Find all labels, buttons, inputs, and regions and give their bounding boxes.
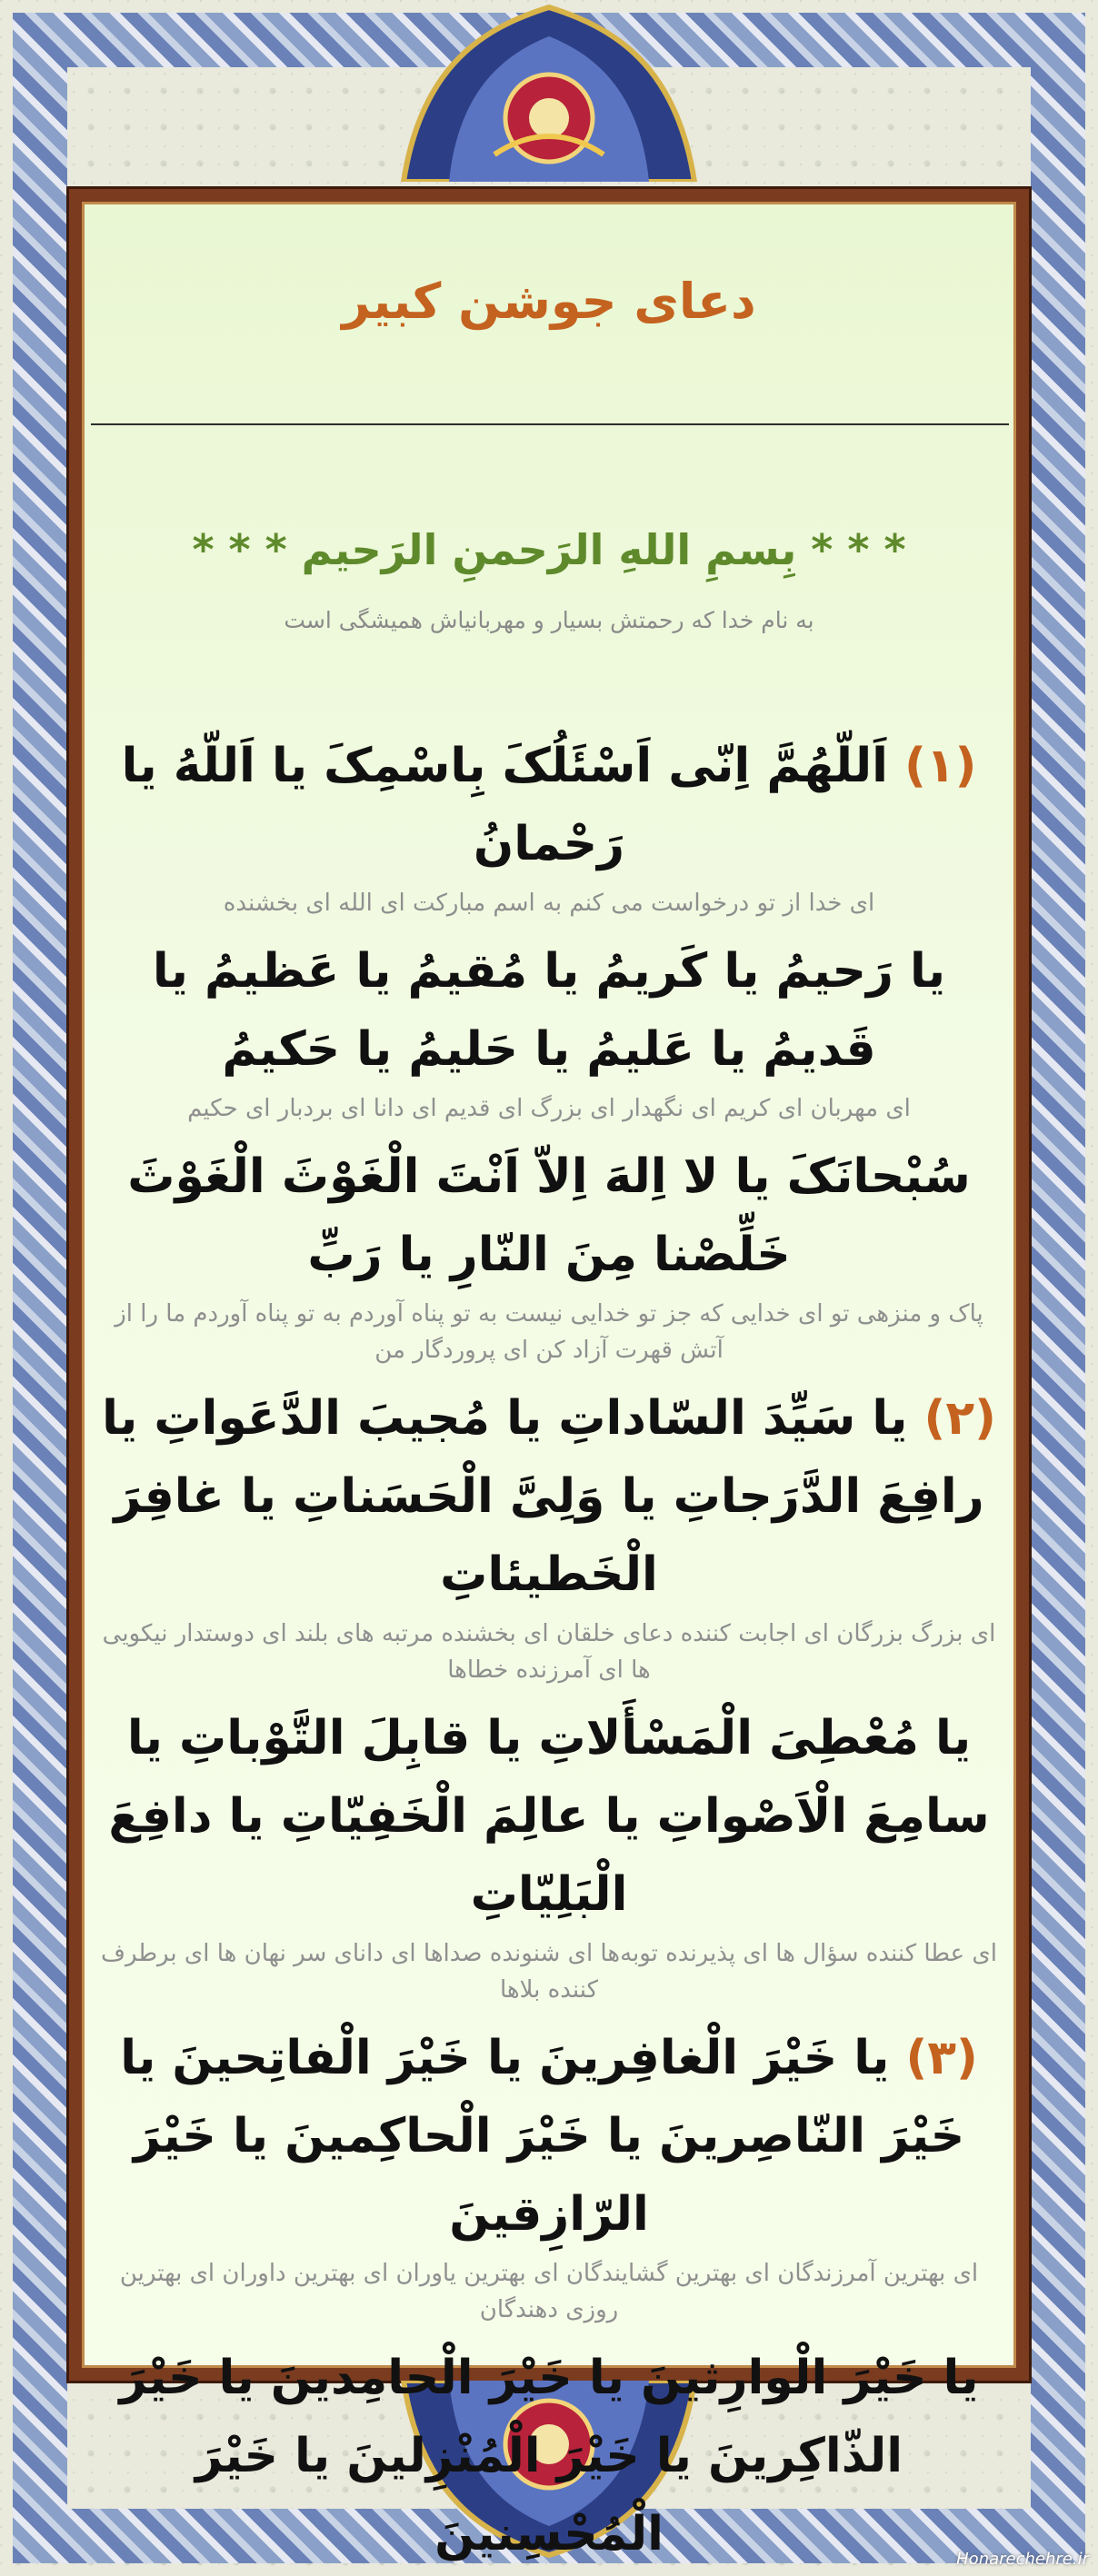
arabic-text: یا خَیْرَ الْوارِثینَ یا خَیْرَ الْحامِدینَ یا خَیْرَ الذّاکِرینَ یا خَیْرَ الْمُنْزِلینَ یا خَیْرَ الْمُحْسِنینَ (119, 2351, 979, 2561)
arabic-text: یا مُعْطِیَ الْمَسْأَلاتِ یا قابِلَ التَّوْباتِ یا سامِعَ الْاَصْواتِ یا عالِمَ الْخَفِیّاتِ یا دافِعَ الْبَلِیّاتِ (108, 1711, 990, 1922)
arabic-text: اَللّهُمَّ اِنّی اَسْئَلُکَ بِاسْمِکَ یا اَللّهُ یا رَحْمانُ (121, 739, 889, 871)
section-number: (۱) (904, 739, 977, 793)
arabic-verse (100, 1379, 998, 1614)
prayer-text (100, 727, 998, 2573)
persian-translation: ای بزرگ بزرگان ای اجابت کننده دعای خلقان ای بخشنده مرتبه های بلند ای دوستدار نیکویی ها ای آمرزنده خطاها (102, 1620, 996, 1684)
persian-translation: ای عطا کننده سؤال ها ای پذیرنده توبه‌ها ای شنونده صداها ای دانای سر نهان ها ای برطرف کننده بلاها (101, 1940, 997, 2004)
persian-translation: پاک و منزهی تو ای خدایی که جز تو خدایی نیست به تو پناه آوردم به تو پناه آوردم ما را از آتش قهرت آزاد کن ای پروردگار من (115, 1300, 983, 1364)
persian-translation: ای بهترین آمرزندگان ای بهترین گشایندگان ای بهترین یاوران ای بهترین داوران ای بهترین روزی دهندگان (119, 2260, 979, 2323)
arabic-text: یا خَیْرَ الْغافِرینَ یا خَیْرَ الْفاتِحینَ یا خَیْرَ النّاصِرینَ یا خَیْرَ الْحاکِمینَ یا خَیْرَ الرّازِقینَ (120, 2031, 965, 2242)
arabic-text: یا سَیِّدَ السّاداتِ یا مُجیبَ الدَّعَواتِ یا رافِعَ الدَّرَجاتِ یا وَلِیَّ الْحَسَناتِ یا غافِرَ الْخَطیئاتِ (102, 1391, 984, 1602)
arabic-text: سُبْحانَکَ یا لا اِلهَ اِلاّ اَنْتَ الْغَوْثَ الْغَوْثَ خَلِّصْنا مِنَ النّارِ یا رَبِّ (127, 1149, 971, 1282)
arabic-verse (100, 2019, 998, 2253)
arabic-verse (100, 1699, 998, 1934)
arabic-verse (100, 727, 998, 883)
basmala-translation: به نام خدا که رحمتش بسیار و مهربانیاش همیشگی است (284, 607, 814, 633)
arabic-verse (100, 2339, 998, 2573)
section-number: (۲) (923, 1391, 996, 1446)
top-ornament-medallion (385, 0, 713, 182)
watermark: Honarechehre.ir (956, 2550, 1089, 2569)
persian-translation: ای خدا از تو درخواست می کنم به اسم مبارکت ای الله ای بخشنده (223, 890, 875, 917)
basmala: * * * بِسمِ اللهِ الرَحمنِ الرَحیم * * * (192, 525, 906, 574)
page-title: دعای جوشن کبیر (342, 273, 756, 330)
arabic-text: یا رَحیمُ یا کَریمُ یا مُقیمُ یا عَظیمُ یا قَدیمُ یا عَلیمُ یا حَلیمُ یا حَکیمُ (152, 944, 946, 1077)
arabic-verse (100, 1138, 998, 1294)
arabic-verse (100, 932, 998, 1089)
title-divider (91, 423, 1009, 425)
section-number: (۳) (905, 2031, 978, 2085)
persian-translation: ای مهربان ای کریم ای نگهدار ای بزرگ ای قدیم ای دانا ای بردبار ای حکیم (187, 1095, 911, 1122)
